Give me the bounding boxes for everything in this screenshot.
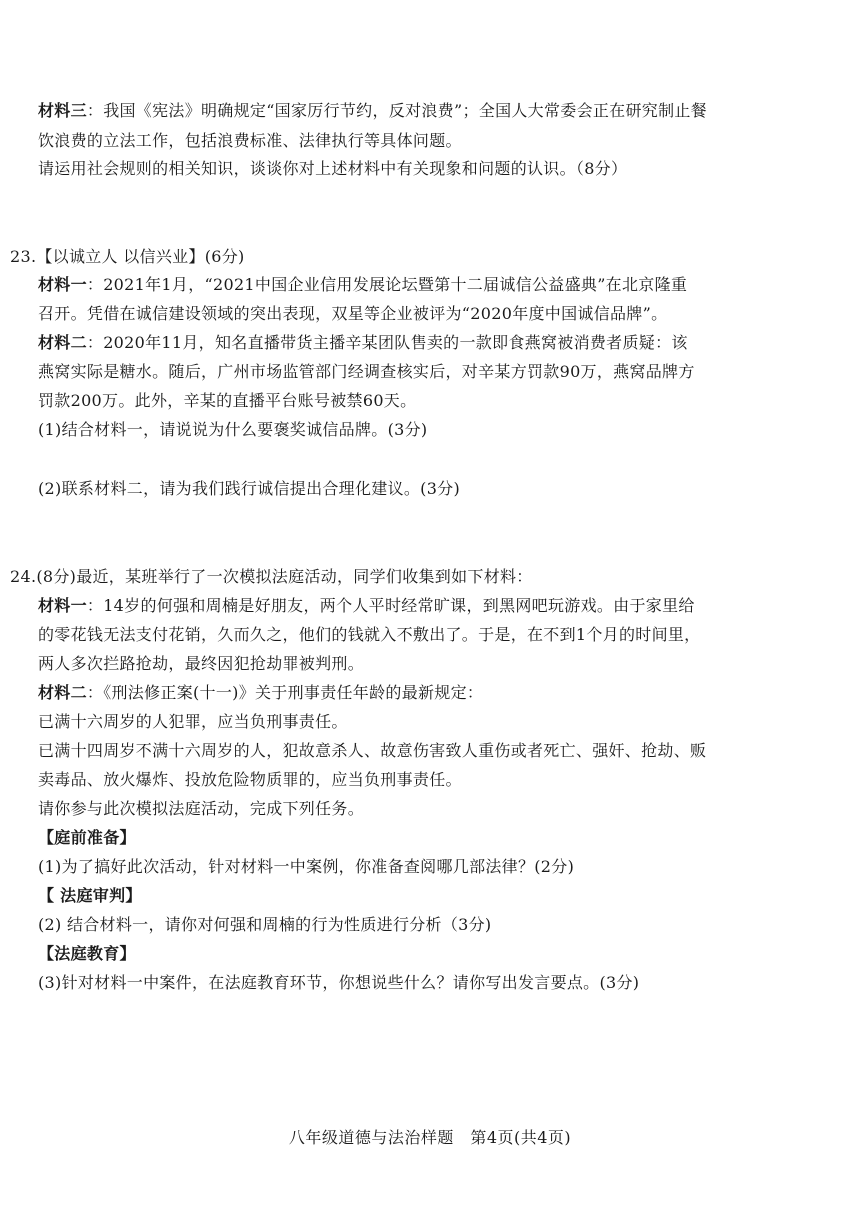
q23-material2-label: 材料二 (38, 333, 87, 352)
q23-material1-line1 (38, 274, 828, 296)
q23-material1-text1: ：2021年1月，“2021中国企业信用发展论坛暨第十二届诚信公益盛典”在北京隆重 (86, 275, 688, 294)
q23-material2-line1 (38, 332, 828, 354)
q23-material1-label: 材料一 (38, 275, 87, 294)
q24-material1-line2: 的零花钱无法支付花销，久而久之，他们的钱就入不敷出了。于是，在不到1个月的时间里， (38, 625, 701, 644)
q22-material3-line1 (38, 100, 828, 122)
page-footer: 八年级道德与法治样题 第4页(共4页) (288, 1128, 572, 1147)
q23-subquestion-1: (1)结合材料一，请说说为什么要褒奖诚信品牌。(3分) (38, 420, 428, 439)
q24-material2-label: 材料二 (38, 683, 87, 702)
q23-header: 23.【以诚立人 以信兴业】(6分) (10, 247, 245, 266)
q24-section-pretrial: 【庭前准备】 (38, 828, 136, 847)
q22-material3-text1: ：我国《宪法》明确规定“国家厉行节约，反对浪费”；全国人大常委会正在研究制止餐 (86, 101, 707, 120)
q24-task-1: (1)为了搞好此次活动，针对材料一中案例，你准备查阅哪几部法律？(2分) (38, 857, 575, 876)
q24-header: 24.(8分)最近，某班举行了一次模拟法庭活动，同学们收集到如下材料： (10, 567, 533, 586)
q24-material1-line3: 两人多次拦路抢劫，最终因犯抢劫罪被判刑。 (38, 654, 365, 673)
q24-law-2-line2: 卖毒品、放火爆炸、投放危险物质罪的，应当负刑事责任。 (38, 770, 462, 789)
q23-material1-line2: 召开。凭借在诚信建设领域的突出表现，双星等企业被评为“2020年度中国诚信品牌”。 (38, 304, 668, 323)
q24-section-trial: 【 法庭审判】 (38, 886, 142, 905)
q23-material2-text1: ：2020年11月，知名直播带货主播辛某团队售卖的一款即食燕窝被消费者质疑：该 (86, 333, 688, 352)
q23-subquestion-2: (2)联系材料二，请为我们践行诚信提出合理化建议。(3分) (38, 479, 461, 498)
q24-law-2-line1: 已满十四周岁不满十六周岁的人，犯故意杀人、故意伤害致人重伤或者死亡、强奸、抢劫、贩 (38, 741, 707, 760)
q24-law-1: 已满十六周岁的人犯罪，应当负刑事责任。 (38, 712, 348, 731)
q22-material3-label: 材料三 (38, 101, 87, 120)
q23-material2-line2: 燕窝实际是糖水。随后，广州市场监管部门经调查核实后，对辛某方罚款90万，燕窝品牌方 (38, 362, 695, 381)
q24-intro: 请你参与此次模拟法庭活动，完成下列任务。 (38, 799, 365, 818)
q23-material2-line3: 罚款200万。此外，辛某的直播平台账号被禁60天。 (38, 391, 417, 410)
q22-material3-line2: 饮浪费的立法工作，包括浪费标准、法律执行等具体问题。 (38, 131, 462, 150)
q24-section-education: 【法庭教育】 (38, 944, 136, 963)
q24-material1-label: 材料一 (38, 596, 87, 615)
q24-material2-line1 (38, 682, 828, 704)
q24-material1-text1: ：14岁的何强和周楠是好朋友，两个人平时经常旷课，到黑网吧玩游戏。由于家里给 (86, 596, 695, 615)
q22-task: 请运用社会规则的相关知识，谈谈你对上述材料中有关现象和问题的认识。（8分） (38, 159, 628, 178)
q24-task-2: (2) 结合材料一，请你对何强和周楠的行为性质进行分析（3分) (38, 915, 492, 934)
q24-material1-line1 (38, 595, 828, 617)
q24-task-3: (3)针对材料一中案件，在法庭教育环节，你想说些什么？请你写出发言要点。(3分) (38, 973, 640, 992)
q24-material2-text1: ：《刑法修正案(十一)》关于刑事责任年龄的最新规定： (86, 683, 484, 702)
